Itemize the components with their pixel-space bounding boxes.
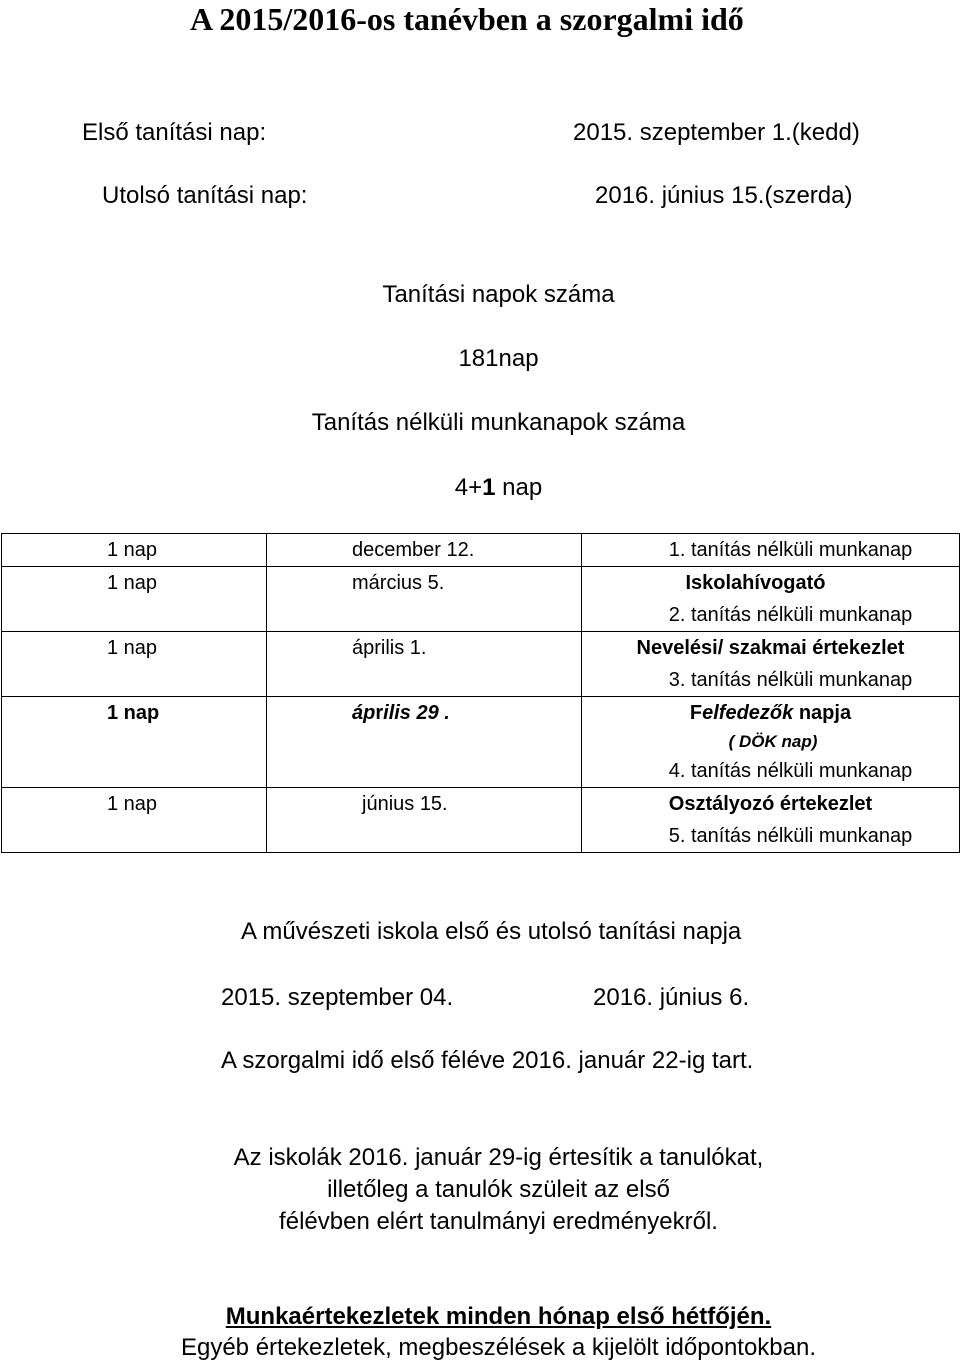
date-value: december 12.	[352, 539, 475, 561]
event-name: Osztályozó értekezlet	[668, 793, 873, 815]
schedule-table	[1, 533, 960, 853]
day-label: 3. tanítás nélküli munkanap	[668, 669, 913, 691]
non-teaching-value-c: nap	[495, 474, 543, 501]
non-teaching-heading: Tanítás nélküli munkanapok száma	[311, 409, 686, 436]
meetings-schedule	[0, 1303, 960, 1331]
schedule-row	[2, 534, 960, 567]
art-school-first-day: 2015. szeptember 04.	[221, 984, 454, 1011]
event-cell	[582, 534, 960, 567]
date-value-a: áp	[352, 702, 376, 724]
date-cell	[267, 534, 582, 567]
teaching-days-heading: Tanítási napok száma	[382, 281, 615, 308]
day-label: 5. tanítás nélküli munkanap	[668, 825, 913, 847]
date-value: március 5.	[352, 572, 445, 594]
schedule-row	[2, 788, 960, 853]
notice-line: Az iskolák 2016. január 29-ig értesítik a tanulókat,	[233, 1144, 764, 1171]
non-teaching-value-b: 1	[482, 474, 496, 501]
page-title: A 2015/2016-os tanévben a szorgalmi idő	[190, 1, 744, 37]
last-day-value: 2016. június 15.(szerda)	[595, 182, 853, 209]
first-day-value: 2015. szeptember 1.(kedd)	[573, 119, 860, 146]
date-cell	[267, 788, 582, 853]
days-value: 1 nap	[107, 702, 160, 724]
non-teaching-value-a: 4+	[454, 474, 483, 501]
days-value: 1 nap	[107, 637, 158, 659]
meetings-other: Egyéb értekezletek, megbeszélések a kijelölt időpontokban.	[180, 1334, 817, 1361]
day-label: 1. tanítás nélküli munkanap	[668, 539, 913, 561]
event-note: ( DÖK nap)	[728, 732, 818, 751]
days-cell	[2, 567, 267, 632]
days-value: 1 nap	[107, 539, 158, 561]
notice-line: illetőleg a tanulók szüleit az első	[327, 1176, 670, 1203]
days-cell	[2, 632, 267, 697]
days-cell	[2, 534, 267, 567]
days-cell	[2, 788, 267, 853]
date-value: április 1.	[352, 637, 427, 659]
days-cell	[2, 697, 267, 788]
schedule-row	[2, 632, 960, 697]
date-value-b: r	[375, 702, 384, 724]
event-name: Nevelési/ szakmai értekezlet	[636, 637, 905, 659]
event-cell	[582, 697, 960, 788]
schedule-row	[2, 697, 960, 788]
days-value: 1 nap	[107, 793, 158, 815]
event-cell	[582, 632, 960, 697]
event-cell	[582, 567, 960, 632]
date-cell	[267, 632, 582, 697]
event-cell	[582, 788, 960, 853]
first-day-label: Első tanítási nap:	[82, 119, 267, 146]
event-name: Iskolahívogató	[685, 572, 826, 594]
day-label: 2. tanítás nélküli munkanap	[668, 604, 913, 626]
first-semester-note: A szorgalmi idő első féléve 2016. január 22-ig tart.	[221, 1047, 754, 1074]
notice-line: félévben elért tanulmányi eredményekről.	[279, 1208, 718, 1235]
event-name	[582, 697, 959, 729]
date-value	[267, 697, 581, 729]
schedule-row	[2, 567, 960, 632]
day-label: 4. tanítás nélküli munkanap	[668, 760, 913, 782]
meetings-bold: Munkaértekezletek minden hónap első hétfőjén.	[225, 1303, 772, 1330]
event-name-b: elfedezők	[702, 702, 794, 724]
days-value: 1 nap	[107, 572, 158, 594]
date-cell	[267, 567, 582, 632]
event-name-c: napja	[793, 702, 852, 724]
art-school-heading: A művészeti iskola első és utolsó tanítási napja	[241, 918, 742, 945]
teaching-days-value: 181nap	[458, 345, 539, 372]
last-day-label: Utolsó tanítási nap:	[102, 182, 308, 209]
date-cell	[267, 697, 582, 788]
art-school-last-day: 2016. június 6.	[593, 984, 750, 1011]
non-teaching-value	[0, 474, 960, 502]
date-value-c: ilis 29 .	[383, 702, 450, 724]
date-value: június 15.	[362, 793, 448, 815]
event-name-a: F	[689, 702, 703, 724]
